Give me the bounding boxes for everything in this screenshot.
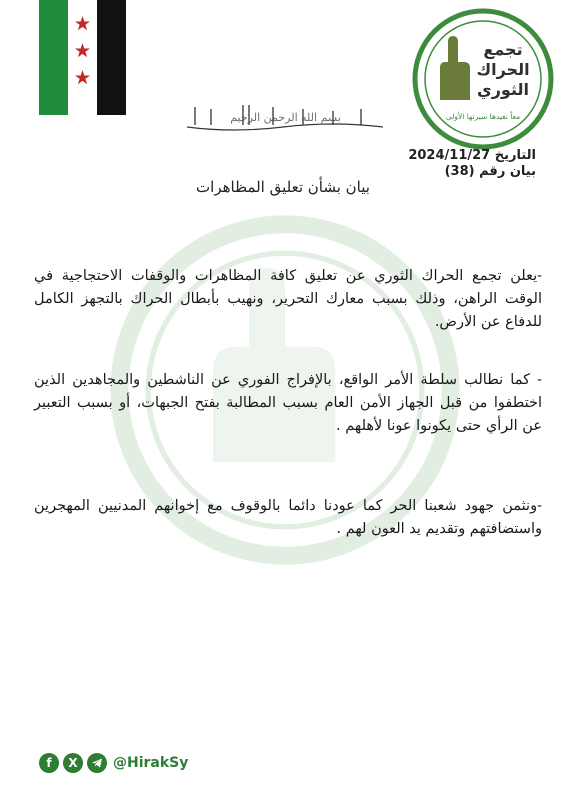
logo-text-line1: تجمع [483,40,523,59]
statement-title: بيان بشأن تعليق المظاهرات [196,178,370,196]
social-handle[interactable]: @HirakSy [113,755,189,771]
organization-logo [412,8,554,150]
basmala-calligraphy [183,97,388,139]
statement-date: التاريخ 2024/11/27 [408,148,536,163]
logo-text-line3: الثوري [477,80,529,99]
basmala-text: بسم الله الرحمن الرحيم [230,111,341,124]
statement-meta [408,148,536,180]
logo-ring-text: معاً نعيدها سيرتها الأولى [445,112,521,121]
syrian-flag [39,0,126,115]
logo-text-line2: الحراك [476,60,530,79]
social-footer [39,751,188,775]
x-icon[interactable]: X [63,753,83,773]
paragraph-3: -ونثمن جهود شعبنا الحر كما عودنا دائما بالوقوف مع إخوانهم المدنيين المهجرين واستضافتهم وتقديم يد العون لهم . [34,498,542,537]
statement-number: بيان رقم (38) [444,164,536,179]
paragraph-2: - كما نطالب سلطة الأمر الواقع، بالإفراج الفوري عن الناشطين والمجاهدين الذين اختطفوا من قبل الجهاز الأمن العام بسبب المطالبة بفتح الجبهات، أو بسبب التعبير عن الرأي حتى يكونوا عونا لأهلهم . [34,372,542,434]
paragraph-1: -يعلن تجمع الحراك الثوري عن تعليق كافة المظاهرات والوقفات الاحتجاجية في الوقت الراهن، وذلك بسبب معارك التحرير، ونهيب بأبطال الحراك بالتجهز الكامل للدفاع عن الأرض. [34,268,542,330]
telegram-icon[interactable] [87,753,107,773]
facebook-icon[interactable]: f [39,753,59,773]
